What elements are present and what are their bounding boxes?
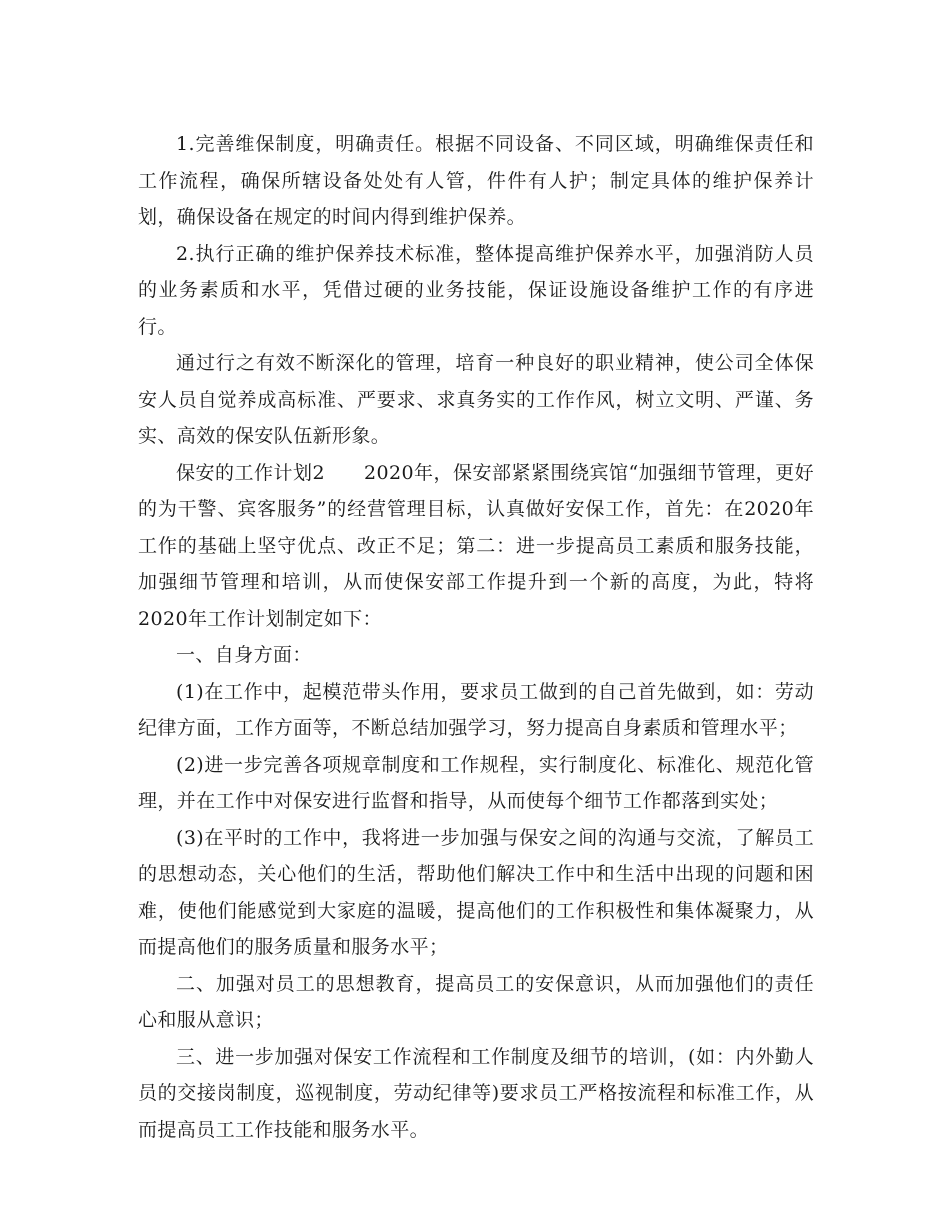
paragraph-item-3: (3)在平时的工作中，我将进一步加强与保安之间的沟通与交流，了解员工的思想动态，关心他们的生活，帮助他们解决工作中和生活中出现的问题和困难，使他们能感觉到大家庭的温暖，提高他们的工作积极性和集体凝聚力，从而提高他们的服务质量和服务水平； xyxy=(138,826,814,958)
document-body xyxy=(138,126,814,1148)
paragraph-management-goal: 通过行之有效不断深化的管理，培育一种良好的职业精神，使公司全体保安人员自觉养成高标准、严要求、求真务实的工作作风，树立文明、严谨、务实、高效的保安队伍新形象。 xyxy=(138,352,814,447)
paragraph-self-aspect-heading: 一、自身方面： xyxy=(176,644,312,666)
paragraph-work-plan-intro: 保安的工作计划2 2020年，保安部紧紧围绕宾馆“加强细节管理，更好的为干警、宾客服务”的经营管理目标，认真做好安保工作，首先：在2020年工作的基础上坚守优点、改正不足；第二：进一步提高员工素质和服务技能，加强细节管理和培训，从而使保安部工作提升到一个新的高度，为此，特将2020年工作计划制定如下： xyxy=(138,461,814,630)
paragraph-technical-standards: 2.执行正确的维护保养技术标准，整体提高维护保养水平，加强消防人员的业务素质和水平，凭借过硬的业务技能，保证设施设备维护工作的有序进行。 xyxy=(138,242,814,338)
paragraph-section-two: 二、加强对员工的思想教育，提高员工的安保意识，从而加强他们的责任心和服从意识； xyxy=(138,972,814,1031)
paragraph-section-three: 三、进一步加强对保安工作流程和工作制度及细节的培训，(如：内外勤人员的交接岗制度，巡视制度，劳动纪律等)要求员工严格按流程和标准工作，从而提高员工工作技能和服务水平。 xyxy=(138,1045,814,1141)
paragraph-item-1: (1)在工作中，起模范带头作用，要求员工做到的自己首先做到，如：劳动纪律方面，工作方面等，不断总结加强学习，努力提高自身素质和管理水平； xyxy=(138,680,814,739)
paragraph-maintenance-system: 1.完善维保制度，明确责任。根据不同设备、不同区域，明确维保责任和工作流程，确保所辖设备处处有人管，件件有人护；制定具体的维护保养计划，确保设备在规定的时间内得到维护保养。 xyxy=(138,133,814,228)
paragraph-item-2: (2)进一步完善各项规章制度和工作规程，实行制度化、标准化、规范化管理，并在工作中对保安进行监督和指导，从而使每个细节工作都落到实处； xyxy=(138,753,814,812)
